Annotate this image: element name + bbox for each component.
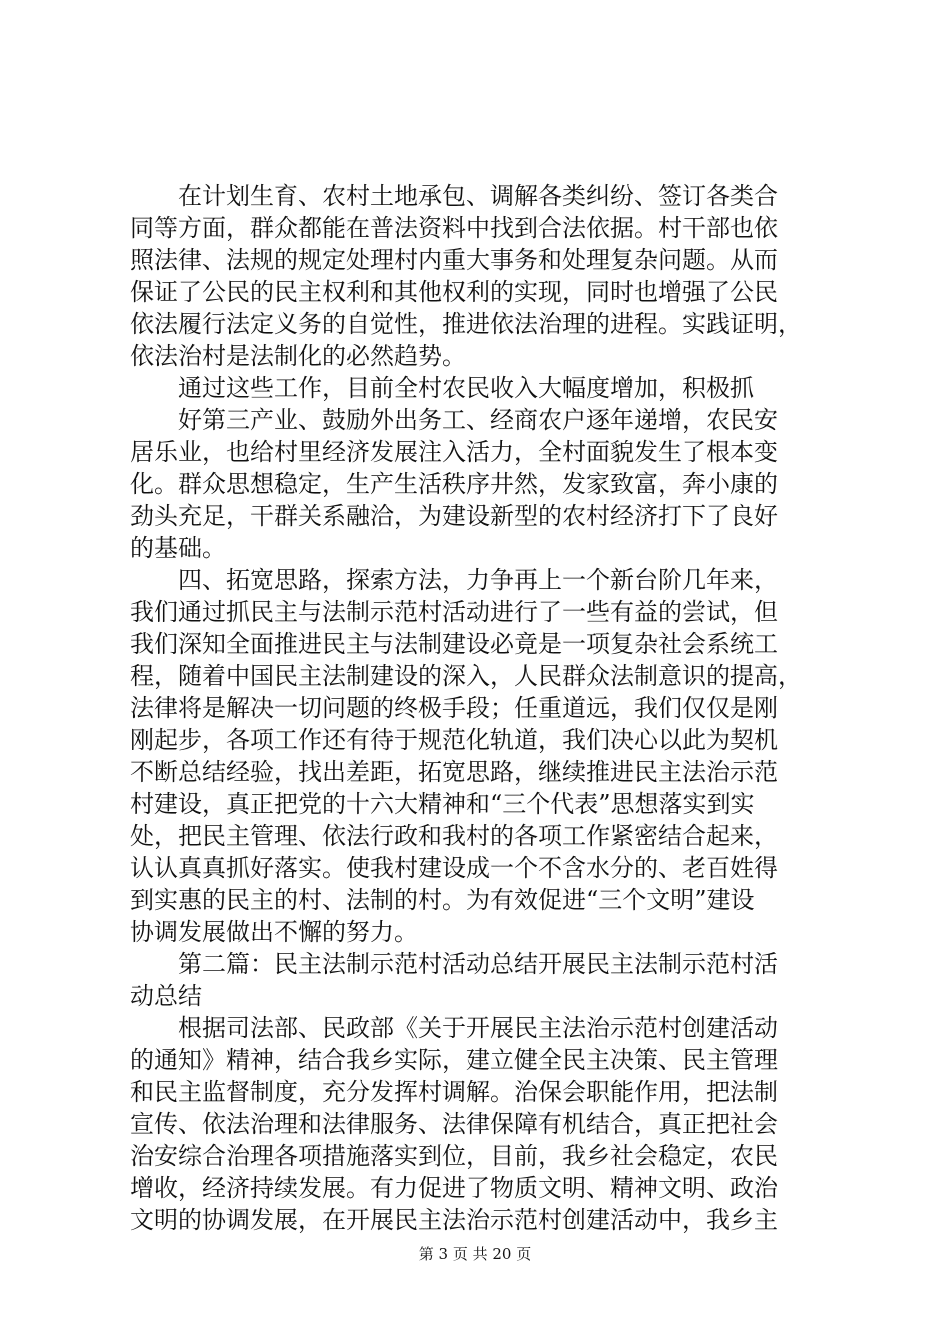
- text-line: 在计划生育、农村土地承包、调解各类纠纷、签订各类合: [178, 182, 778, 210]
- text-line: 刚起步，各项工作还有待于规范化轨道，我们决心以此为契机: [130, 726, 778, 754]
- text-line: 居乐业，也给村里经济发展注入活力，全村面貌发生了根本变: [130, 438, 778, 466]
- text-line: 的通知》精神，结合我乡实际，建立健全民主决策、民主管理: [130, 1046, 778, 1074]
- text-line: 好第三产业、鼓励外出务工、经商农户逐年递增，农民安: [178, 406, 778, 434]
- text-line: 和民主监督制度，充分发挥村调解。治保会职能作用，把法制: [130, 1078, 778, 1106]
- text-line: 文明的协调发展，在开展民主法治示范村创建活动中，我乡主: [130, 1206, 778, 1234]
- page-footer: [0, 1244, 950, 1264]
- section-heading-line: 动总结: [130, 982, 202, 1010]
- text-line: 通过这些工作，目前全村农民收入大幅度增加，积极抓: [178, 374, 754, 402]
- text-line: 我们通过抓民主与法制示范村活动进行了一些有益的尝试，但: [130, 598, 778, 626]
- page-number: 第 3 页 共 20 页: [418, 1245, 532, 1263]
- text-line: 村建设，真正把党的十六大精神和“三个代表”思想落实到实: [130, 790, 755, 818]
- text-line: 认认真真抓好落实。使我村建设成一个不含水分的、老百姓得: [130, 854, 778, 882]
- text-line: 依法履行法定义务的自觉性，推进依法治理的进程。实践证明，: [130, 310, 802, 338]
- text-line: 同等方面，群众都能在普法资料中找到合法依据。村干部也依: [130, 214, 778, 242]
- text-line: 不断总结经验，找出差距，拓宽思路，继续推进民主法治示范: [130, 758, 778, 786]
- text-line: 化。群众思想稳定，生产生活秩序井然，发家致富，奔小康的: [130, 470, 778, 498]
- text-line: 协调发展做出不懈的努力。: [130, 918, 418, 946]
- text-line: 四、拓宽思路，探索方法，力争再上一个新台阶几年来，: [178, 566, 778, 594]
- text-line: 增收，经济持续发展。有力促进了物质文明、精神文明、政治: [130, 1174, 778, 1202]
- text-line: 照法律、法规的规定处理村内重大事务和处理复杂问题。从而: [130, 246, 778, 274]
- text-line: 法律将是解决一切问题的终极手段；任重道远，我们仅仅是刚: [130, 694, 778, 722]
- text-line: 到实惠的民主的村、法制的村。为有效促进“三个文明”建设: [130, 886, 755, 914]
- text-line: 宣传、依法治理和法律服务、法律保障有机结合，真正把社会: [130, 1110, 778, 1138]
- text-line: 根据司法部、民政部《关于开展民主法治示范村创建活动: [178, 1014, 778, 1042]
- text-line: 保证了公民的民主权利和其他权利的实现，同时也增强了公民: [130, 278, 778, 306]
- text-line: 处，把民主管理、依法行政和我村的各项工作紧密结合起来，: [130, 822, 778, 850]
- text-line: 劲头充足，干群关系融洽，为建设新型的农村经济打下了良好: [130, 502, 778, 530]
- text-line: 程，随着中国民主法制建设的深入，人民群众法制意识的提高，: [130, 662, 802, 690]
- text-line: 的基础。: [130, 534, 226, 562]
- text-line: 治安综合治理各项措施落实到位，目前，我乡社会稳定，农民: [130, 1142, 778, 1170]
- section-heading-line: 第二篇：民主法制示范村活动总结开展民主法制示范村活: [178, 950, 778, 978]
- text-line: 我们深知全面推进民主与法制建设必竟是一项复杂社会系统工: [130, 630, 778, 658]
- text-line: 依法治村是法制化的必然趋势。: [130, 342, 466, 370]
